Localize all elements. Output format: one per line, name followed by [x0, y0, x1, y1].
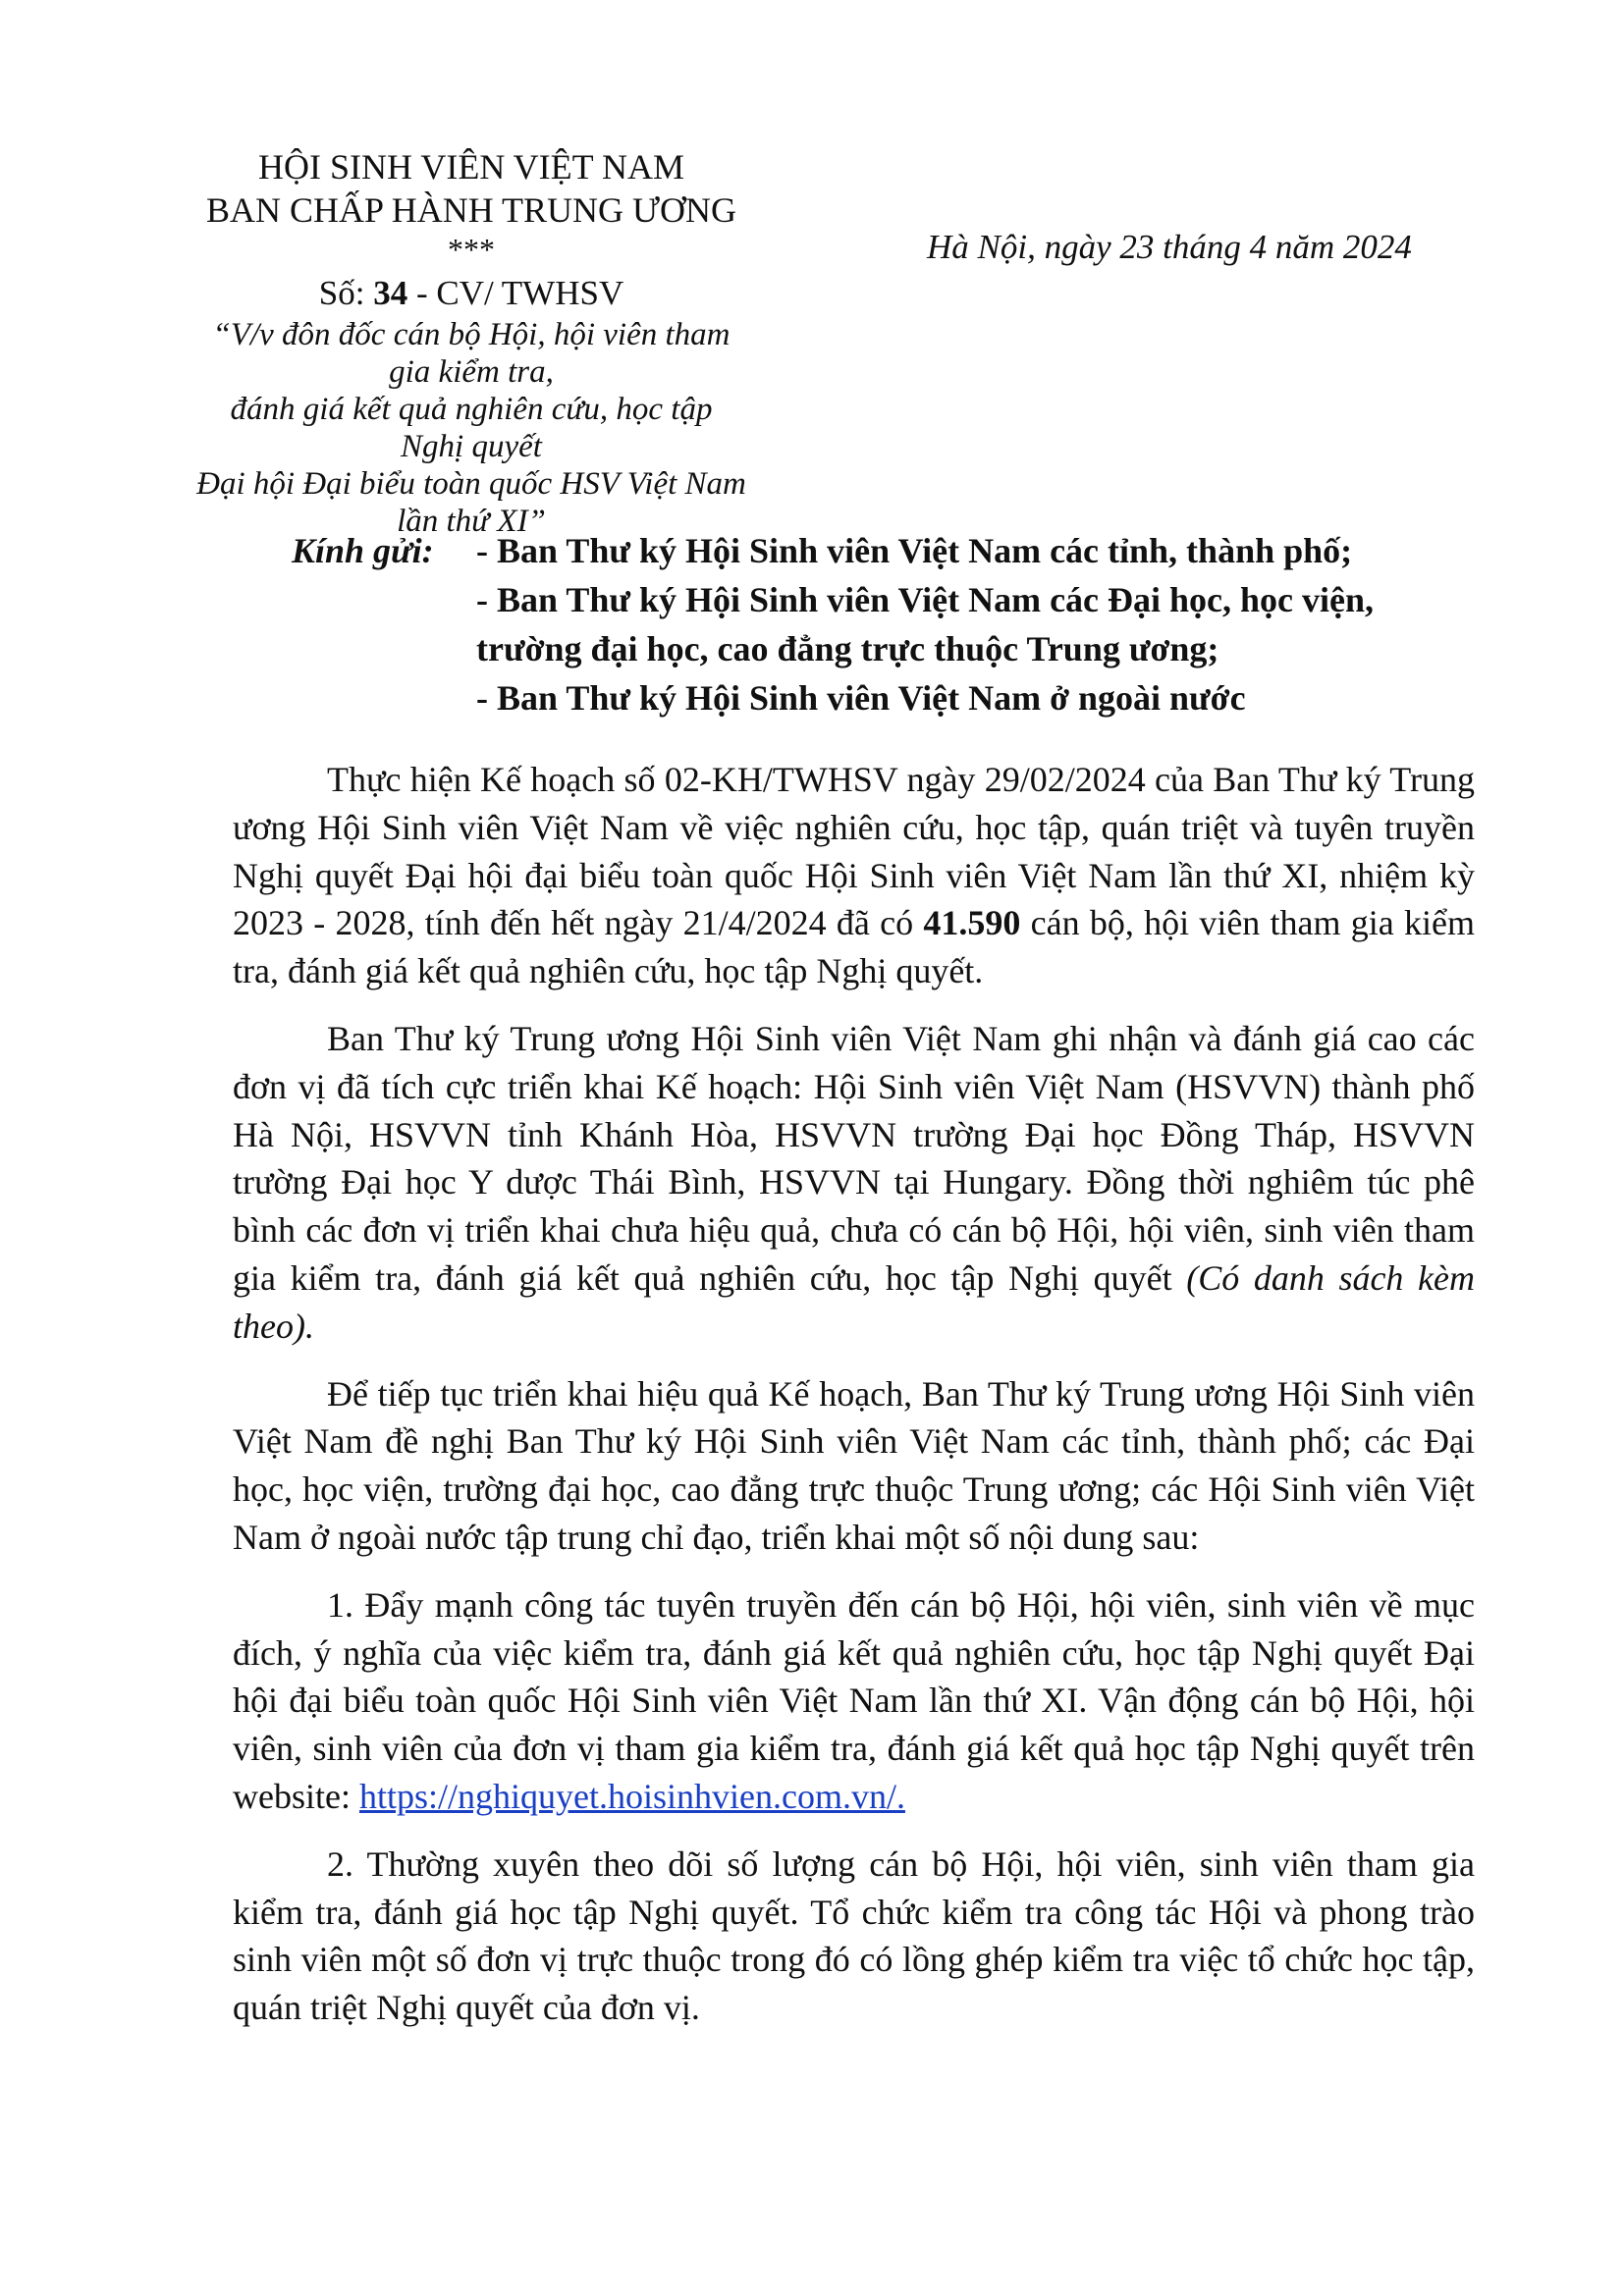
paragraph-implementation: Thực hiện Kế hoạch số 02-KH/TWHSV ngày 29/02/2024 của Ban Thư ký Trung ương Hội Sinh viên Việt Nam về việc nghiên cứu, học tập, quán triệt và tuyên truyền Nghị quyết Đại hội đại biểu toàn quốc Hội Sinh viên Việt Nam lần thứ XI, nhiệm kỳ 2023 - 2028, tính đến hết ngày 21/4/2024 đã có 41.590 cán bộ, hội viên tham gia kiểm tra, đánh giá kết quả nghiên cứu, học tập Nghị quyết.: [233, 760, 1475, 991]
recipient-line: - Ban Thư ký Hội Sinh viên Việt Nam các tỉnh, thành phố;: [476, 531, 1353, 570]
document-number-value: 34: [373, 274, 408, 312]
attachment-note: (Có danh sách kèm theo).: [233, 1257, 1475, 1346]
document-subject: “V/v đôn đốc cán bộ Hội, hội viên tham gia kiểm tra, đánh giá kết quả nghiên cứu, học tập Nghị quyết Đại hội Đại biểu toàn quốc HSV Việt Nam lần thứ XI”: [196, 317, 746, 539]
website-link[interactable]: https://nghiquyet.hoisinhvien.com.vn/.: [358, 1776, 905, 1816]
recipient-line: trường đại học, cao đẳng trực thuộc Trung ương;: [476, 629, 1219, 668]
issue-date: Hà Nội, ngày 23 tháng 4 năm 2024: [927, 228, 1412, 266]
paragraph-item-1: 1. Đẩy mạnh công tác tuyên truyền đến cán bộ Hội, hội viên, sinh viên về mục đích, ý nghĩa của việc kiểm tra, đánh giá kết quả nghiên cứu, học tập Nghị quyết Đại hội đại biểu toàn quốc Hội Sinh viên Việt Nam lần thứ XI. Vận động cán bộ Hội, hội viên, sinh viên của đơn vị tham gia kiểm tra, đánh giá kết quả học tập Nghị quyết trên website: https://nghiquyet.hoisinhvien.com.vn/.: [233, 1584, 1475, 1816]
org-committee: BAN CHẤP HÀNH TRUNG ƯƠNG: [206, 190, 736, 230]
recipients-list: [476, 526, 1497, 722]
paragraph-item-2: 2. Thường xuyên theo dõi số lượng cán bộ Hội, hội viên, sinh viên tham gia kiểm tra, đánh giá học tập Nghị quyết. Tổ chức kiểm tra công tác Hội và phong trào sinh viên một số đơn vị trực thuộc trong đó có lồng ghép kiểm tra việc tổ chức học tập, quán triệt Nghị quyết của đơn vị.: [233, 1843, 1475, 2028]
document-number: Số: 34 - CV/ TWHSV: [318, 274, 624, 312]
participant-count: 41.590: [923, 903, 1021, 943]
recipient-line: - Ban Thư ký Hội Sinh viên Việt Nam ở ngoài nước: [476, 678, 1246, 718]
org-name: HỘI SINH VIÊN VIỆT NAM: [258, 147, 684, 187]
recipients-label: Kính gửi:: [292, 531, 434, 570]
paragraph-evaluation: Ban Thư ký Trung ương Hội Sinh viên Việt Nam ghi nhận và đánh giá cao các đơn vị đã tích cực triển khai Kế hoạch: Hội Sinh viên Việt Nam (HSVVN) thành phố Hà Nội, HSVVN tỉnh Khánh Hòa, HSVVN trường Đại học Đồng Tháp, HSVVN trường Đại học Y dược Thái Bình, HSVVN tại Hungary. Đồng thời nghiêm túc phê bình các đơn vị triển khai chưa hiệu quả, chưa có cán bộ Hội, hội viên, sinh viên tham gia kiểm tra, đánh giá kết quả nghiên cứu, học tập Nghị quyết (Có danh sách kèm theo).: [233, 1018, 1475, 1346]
document-body: [233, 756, 1475, 2052]
issuer-block: [196, 145, 746, 540]
recipient-line: - Ban Thư ký Hội Sinh viên Việt Nam các Đại học, học viện,: [476, 580, 1375, 619]
paragraph-request: Để tiếp tục triển khai hiệu quả Kế hoạch, Ban Thư ký Trung ương Hội Sinh viên Việt Nam đề nghị Ban Thư ký Hội Sinh viên Việt Nam các tỉnh, thành phố; các Đại học, học viện, trường đại học, cao đẳng trực thuộc Trung ương; các Hội Sinh viên Việt Nam ở ngoài nước tập trung chỉ đạo, triển khai một số nội dung sau:: [233, 1373, 1475, 1557]
separator-stars: ***: [448, 232, 495, 267]
